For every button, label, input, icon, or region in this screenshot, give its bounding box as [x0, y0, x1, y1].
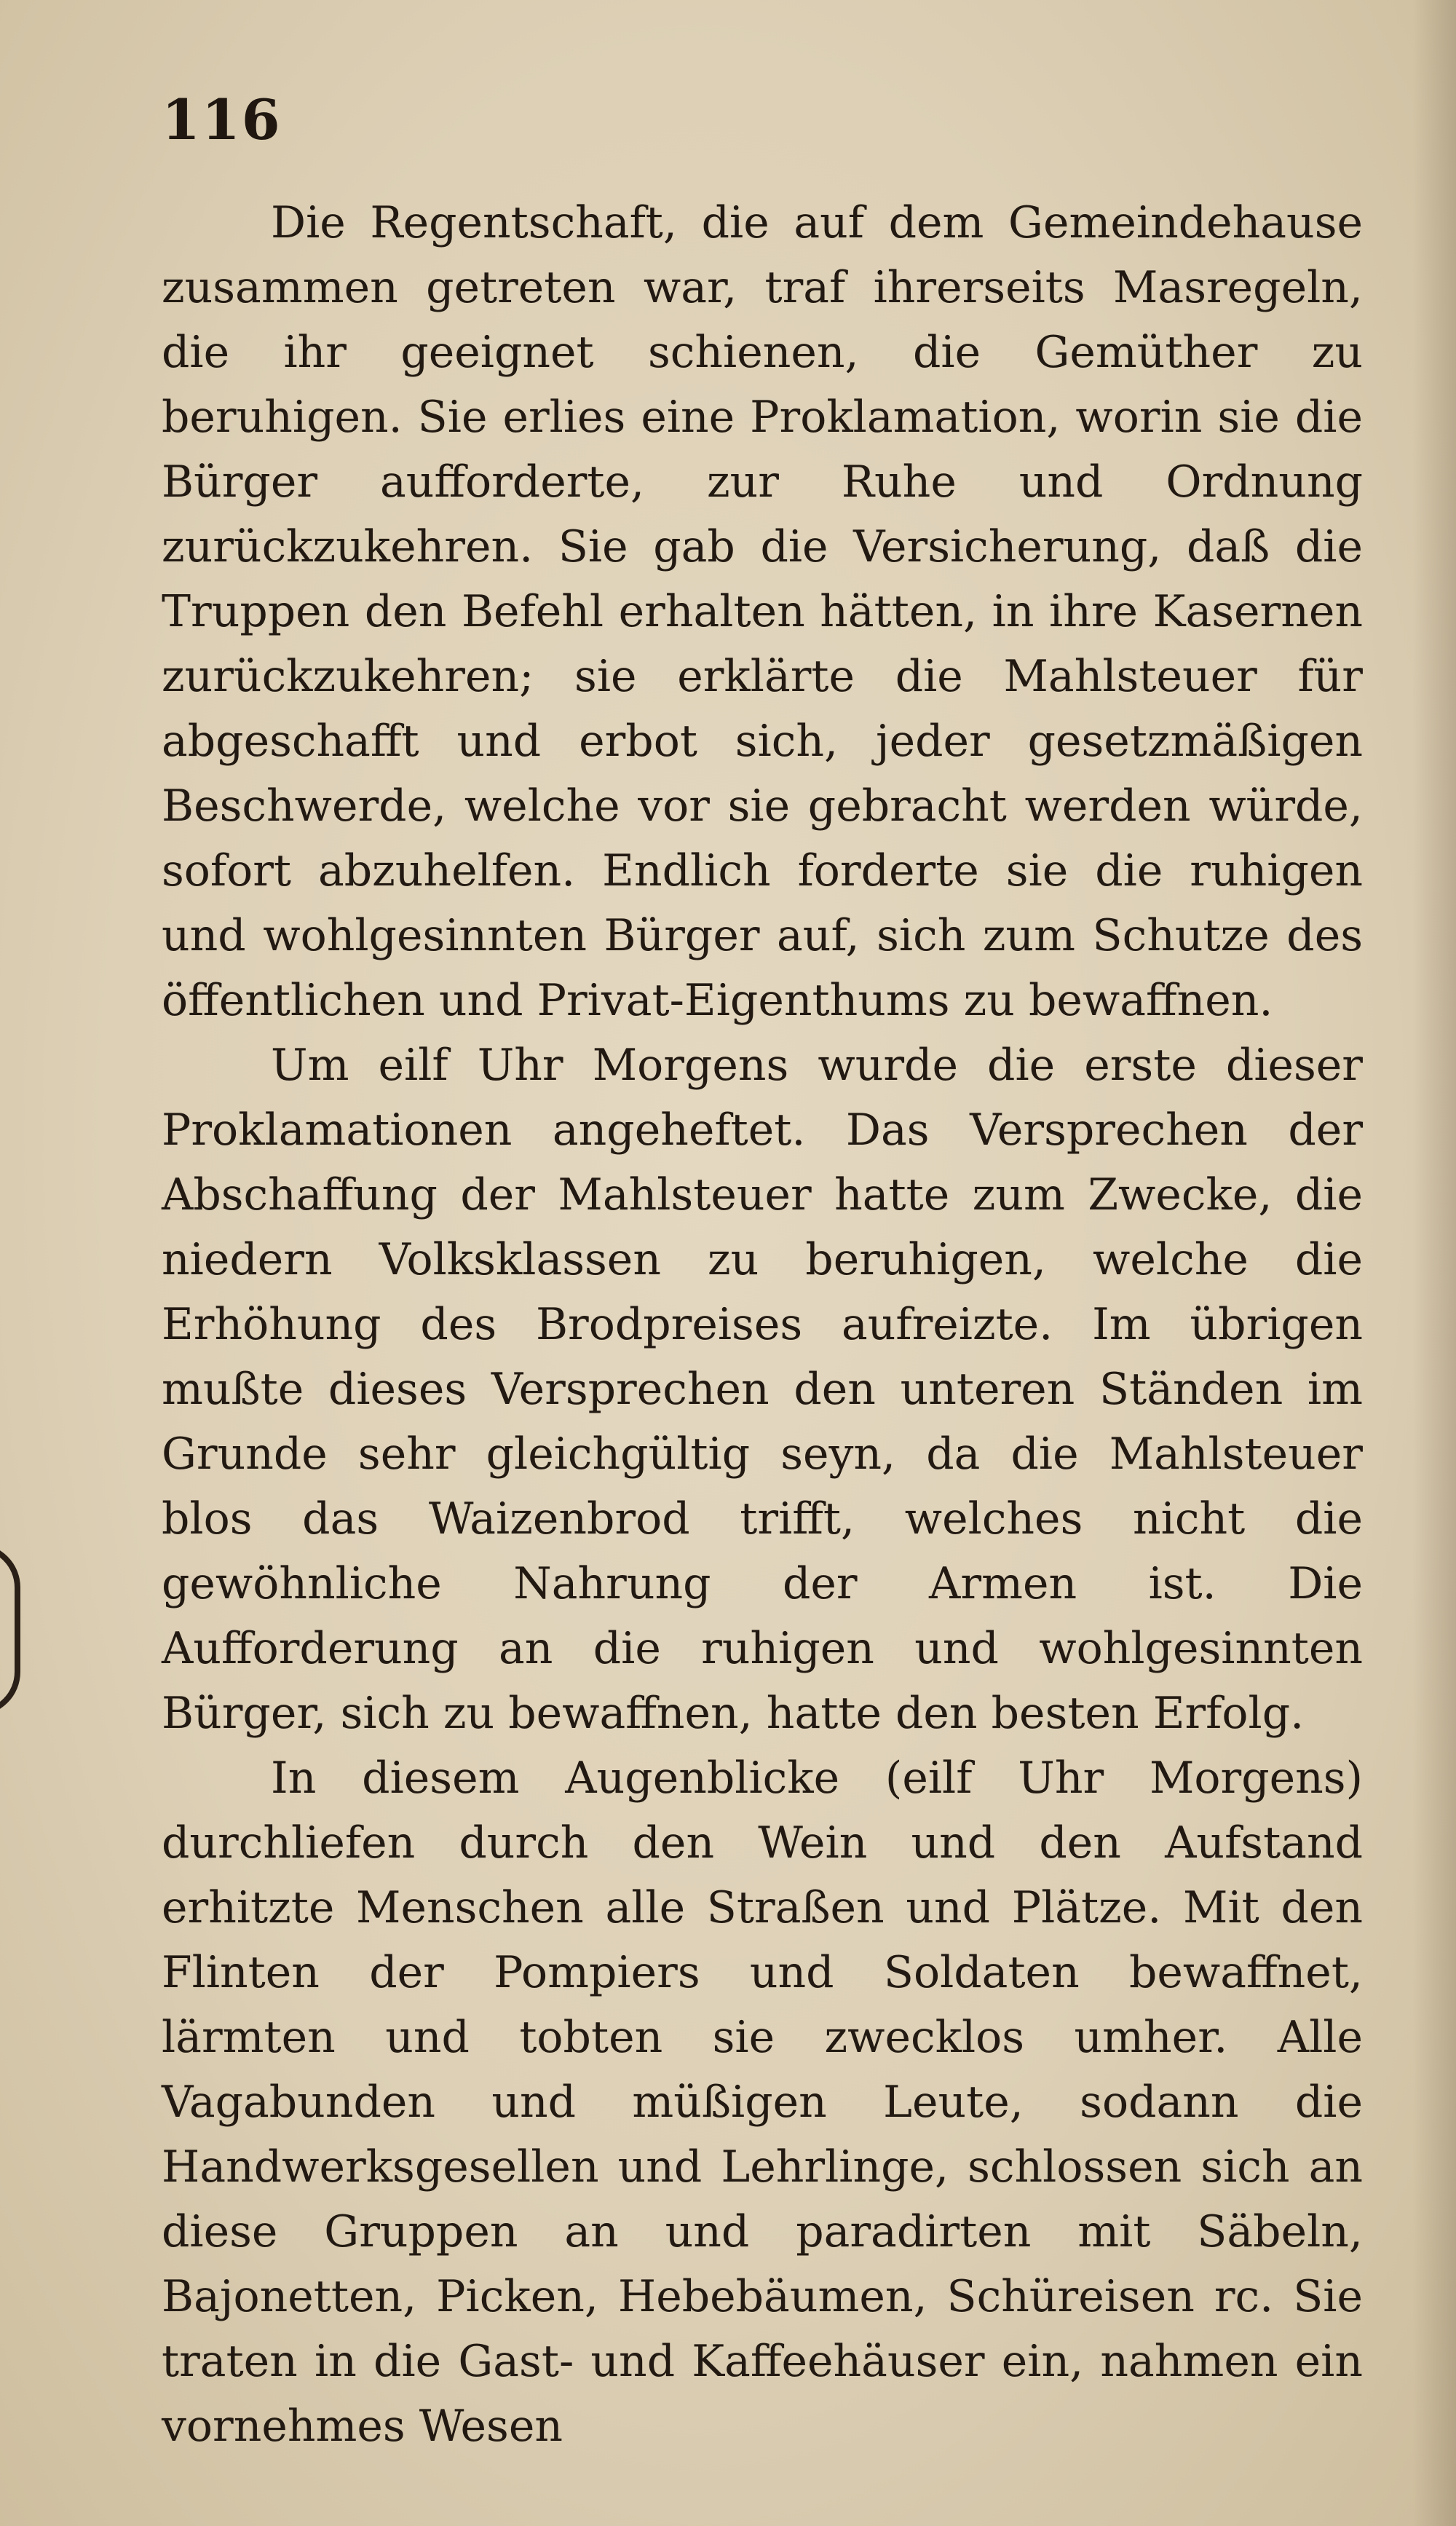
paragraph-1: Die Regentschaft, die auf dem Gemeindehause zusammen getreten war, traf ihrerseits Masregeln, die ihr geeignet schienen, die Gemüther zu beruhigen. Sie erlies eine Proklamation, worin sie die Bürger aufforderte, zur Ruhe und Ordnung zurückzukehren. Sie gab die Versicherung, daß die Truppen den Befehl erhalten hätten, in ihre Kasernen zurückzukehren; sie erklärte die Mahlsteuer für abgeschafft und erbot sich, jeder gesetzmäßigen Beschwerde, welche vor sie gebracht werden würde, sofort abzuhelfen. Endlich forderte sie die ruhigen und wohlgesinnten Bürger auf, sich zum Schutze des öffentlichen und Privat-Eigenthums zu bewaffnen.: [162, 197, 1363, 1026]
page-edge-shadow: [1412, 0, 1456, 2526]
paragraph-2: Um eilf Uhr Morgens wurde die erste dieser Proklamationen angeheftet. Das Versprechen der Abschaffung der Mahlsteuer hatte zum Zwecke, die niedern Volksklassen zu beruhigen, welche die Erhöhung des Brodpreises aufreizte. Im übrigen mußte dieses Versprechen den unteren Ständen im Grunde sehr gleichgültig seyn, da die Mahlsteuer blos das Waizenbrod trifft, welches nicht die gewöhnliche Nahrung der Armen ist. Die Aufforderung an die ruhigen und wohlgesinnten Bürger, sich zu bewaffnen, hatte den besten Erfolg.: [162, 1040, 1363, 1739]
paragraph-3: In diesem Augenblicke (eilf Uhr Morgens) durchliefen durch den Wein und den Aufstand erhitzte Menschen alle Straßen und Plätze. Mit den Flinten der Pompiers und Soldaten bewaffnet, lärmten und tobten sie zwecklos umher. Alle Vagabunden und müßigen Leute, sodann die Handwerksgesellen und Lehrlinge, schlossen sich an diese Gruppen an und paradirten mit Säbeln, Bajonetten, Picken, Hebebäumen, Schüreisen rc. Sie traten in die Gast- und Kaffeehäuser ein, nahmen ein vornehmes Wesen: [162, 1753, 1363, 2452]
body-text: [162, 191, 1363, 2459]
margin-bracket-mark: [0, 1544, 20, 1716]
page-number: 116: [162, 87, 282, 152]
